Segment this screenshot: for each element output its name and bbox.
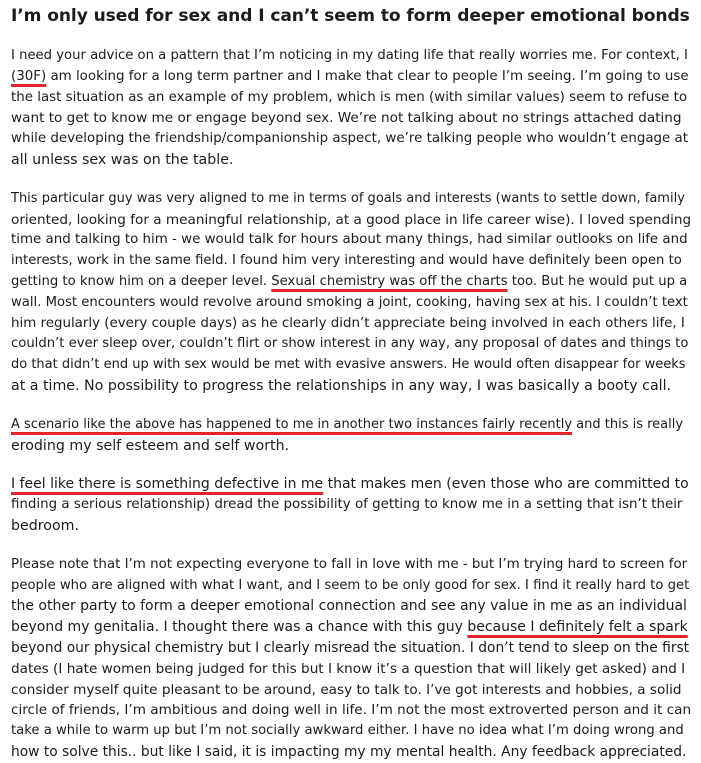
underlined-highlight: Sexual chemistry was off the charts <box>271 273 508 289</box>
text-line: the other party to form a deeper emotional connection and see any value in me as an individual <box>11 598 687 615</box>
text-line <box>11 272 691 293</box>
text-line: at a time. No possibility to progress the relationships in any way, I was basically a booty call. <box>11 377 672 394</box>
text-line: oriented, looking for a meaningful relationship, at a good place in life career wise). I loved spending <box>11 211 692 228</box>
text-span: beyond my genitalia. I thought there was a chance with this guy <box>11 619 468 636</box>
text-line <box>11 617 691 638</box>
text-line: want to get to know me or engage beyond sex. We’re not talking about no strings attached dating <box>11 110 682 127</box>
text-line: finding a serious relationship) dread the possibility of getting to know me in a setting that isn’t their <box>11 497 683 513</box>
underlined-highlight: because I definitely felt a spark <box>467 619 688 636</box>
text-line <box>11 415 691 436</box>
paragraph-1 <box>11 46 691 171</box>
text-line <box>11 67 691 88</box>
underlined-highlight: I feel like there is something defective in me <box>11 476 324 493</box>
text-line: dates (I hate women being judged for this but I know it’s a question that will likely get asked) and I <box>11 660 686 677</box>
post-title: I’m only used for sex and I can’t seem to form deeper emotional bonds <box>11 6 690 26</box>
text-line: beyond our physical chemistry but I clearly misread the situation. I don’t tend to sleep on the first <box>11 639 690 656</box>
text-line: while developing the friendship/companionship aspect, we’re talking people who wouldn’t engage at <box>11 131 688 147</box>
text-line: wall. Most encounters would revolve around smoking a joint, cooking, having sex at his. I couldn’t text <box>11 294 688 310</box>
text-line: people who are aligned with what I want, and I seem to be only good for sex. I find it really hard to get <box>11 577 690 593</box>
text-line: eroding my self esteem and self worth. <box>11 437 290 454</box>
text-line: the last situation as an example of my problem, which is men (with similar values) seem to refuse to <box>11 89 688 105</box>
text-line: time and talking to him - we would talk for hours about many things, had similar outlooks on life and <box>11 232 688 248</box>
text-span: too. But he would put up a <box>507 273 688 289</box>
text-line: couldn’t ever sleep over, couldn’t flirt or show interest in any way, any proposal of dates and things to <box>11 336 689 352</box>
paragraph-5 <box>11 555 691 763</box>
text-span: that makes men (even those who are committed to <box>323 476 689 493</box>
text-line: interests, work in the same field. I found him very interesting and would have definitely been open to <box>11 253 682 269</box>
paragraph-3 <box>11 415 691 457</box>
text-line: consider myself quite pleasant to be around, easy to talk to. I’ve got interests and hobbies, a solid <box>11 681 682 698</box>
paragraph-4 <box>11 474 691 536</box>
text-line: take a while to warm up but I’m not socially awkward either. I have no idea what I’m doing wrong and <box>11 723 684 739</box>
text-line: circle of friends, I’m ambitious and doing well in life. I’m not the most extroverted person and it can <box>11 702 692 719</box>
text-line: bedroom. <box>11 517 79 534</box>
text-line: how to solve this.. but like I said, it is impacting my my mental health. Any feedback appreciated. <box>11 743 687 760</box>
text-line: This particular guy was very aligned to me in terms of goals and interests (wants to settle down, family <box>11 190 685 206</box>
text-span: getting to know him on a deeper level. <box>11 273 272 289</box>
text-span: am looking for a long term partner and I make that clear to people I’m seeing. I’m going to use <box>46 68 689 84</box>
paragraph-2 <box>11 189 691 397</box>
underlined-highlight: (30F) <box>11 68 47 84</box>
underlined-highlight: A scenario like the above has happened to me in another two instances fairly recently <box>11 416 573 432</box>
text-line: Please note that I’m not expecting everyone to fall in love with me - but I’m trying hard to screen for <box>11 556 688 572</box>
text-span: and this is really <box>572 416 684 432</box>
text-line: all unless sex was on the table. <box>11 151 234 168</box>
text-line: do that didn’t end up with sex would be met with evasive answers. He would often disappear for weeks <box>11 357 686 373</box>
text-line: I need your advice on a pattern that I’m noticing in my dating life that really worries me. For context, I <box>11 48 688 63</box>
text-line: him regularly (every couple days) as he clearly didn’t appreciate being involved in each others life, I <box>11 315 685 331</box>
text-line <box>11 474 691 495</box>
